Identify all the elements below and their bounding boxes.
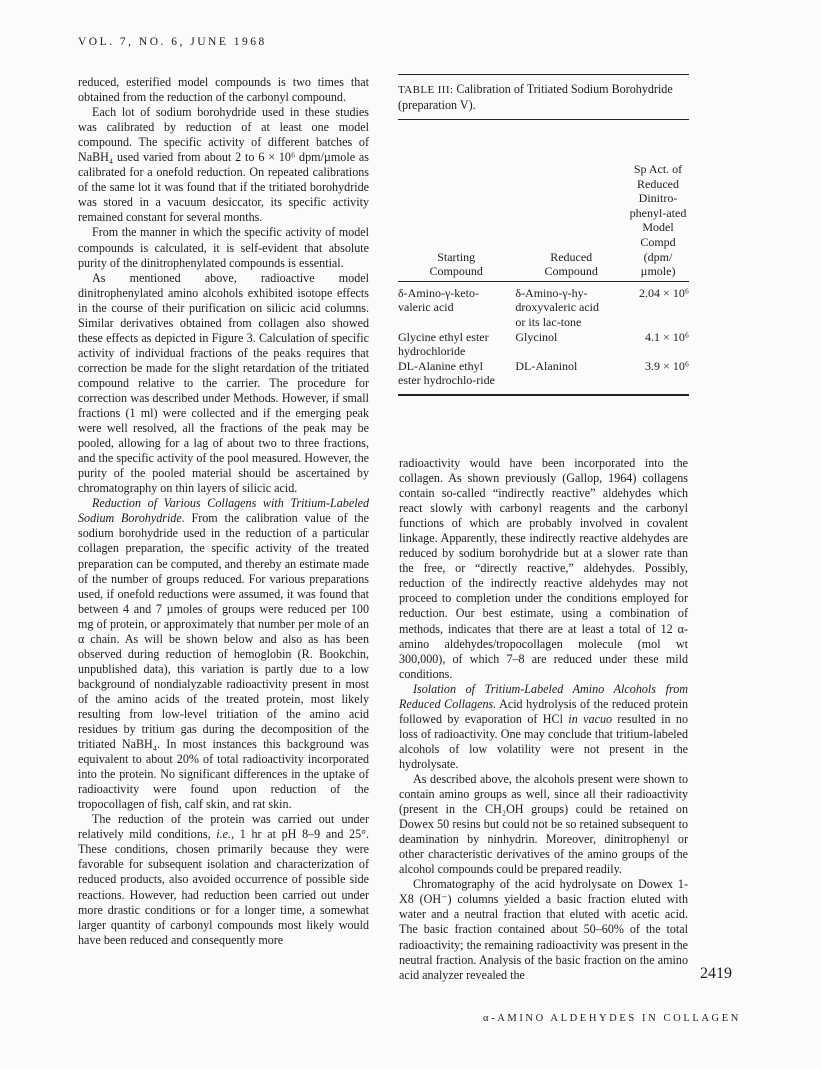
table-cell: 2.04 × 10⁶ bbox=[639, 285, 689, 300]
table-cell: DL-Alanine ethyl ester hydrochlo-ride bbox=[398, 358, 495, 388]
header-specific-activity: Sp Act. of Reduced Dinitro-phenyl-ated Model Compd (dpm/ µmole) bbox=[629, 162, 687, 279]
table-label: TABLE III: bbox=[398, 84, 454, 96]
table-cell: 4.1 × 10⁶ bbox=[645, 329, 689, 344]
left-column bbox=[78, 75, 369, 948]
paragraph: Each lot of sodium borohydride used in these studies was calibrated by reduction of at least one model compound. The specific activity of different batches of NaBH₄ used varied from about 2 to 6 × 10⁶ dpm/µmole as calibrated for a onefold reduction. On repeated calibrations of the same lot it was found that if the tritiated borohydride was stored in a vacuum desiccator, its specific activity remained constant for several months. bbox=[78, 105, 369, 225]
header-reduced-compound: Reduced Compound bbox=[544, 249, 598, 279]
calibration-table bbox=[398, 120, 689, 394]
paragraph-text: Acid hydrolysis of the reduced protein followed by evaporation of HCl bbox=[399, 696, 688, 726]
paragraph-text: The reduction of the protein was carried out under relatively mild conditions, bbox=[78, 812, 369, 842]
table-bottom-rule bbox=[398, 394, 689, 396]
paragraph: radioactivity would have been incorporated into the collagen. As shown previously (Gallop, 1964) collagens contain so-called “indirectly reactive” aldehydes which react slowly with carbonyl reagents and the carbonyl functions of which are probably involved in covalent linkage. Apparently, these indirectly reactive aldehydes are reduced by sodium borohydride but at a slower rate than the free, or “directly reactive,” aldehydes. Possibly, reduction of the indirectly reactive aldehydes may not proceed to completion under the conditions employed for reduction. Our best estimate, using a combination of methods, indicates that there are at least a total of 12 α-amino aldehydes/tropocollagen molecule (mol wt 300,000), of which 7–8 are reduced under these mild conditions. bbox=[399, 456, 688, 681]
paragraph-text: From the calibration value of the sodium borohydride used in the reduction of a particular collagen preparation, the specific activity of the treated preparation can be computed, and thereby an estimate made of the number of groups reduced. For various preparations used, if onefold reductions were assumed, it was found that between 4 and 7 µmoles of groups were reduced per 100 mg of protein, or approximately that number per mole of an α chain. As will be shown below and also as has been observed during reduction of hemoglobin (R. Bookchin, unpublished data), this variation is partly due to a low background of nondialyzable radioactivity present in most of the amino acids of the treated protein, most likely resulting from low-level tritiation of the amino acid residues by tritium gas during the decomposition of the tritiated NaBH₄. In most instances this background was equivalent to about 20% of total radioactivity incorporated into the protein. No significant differences in the uptake of radioactivity were found upon reduction of the tropocollagen of fish, calf skin, and rat skin. bbox=[78, 511, 370, 812]
table-cell: Glycinol bbox=[515, 329, 558, 344]
section-heading: Reduction of Various Collagens with Tritium-Labeled Sodium Borohydride. bbox=[78, 496, 369, 526]
paragraph: As described above, the alcohols present were shown to contain amino groups as well, since all their radioactivity (present in the CH₂OH groups) could be retained on Dowex 50 resins but could not be so retained subsequent to deamination by ninhydrin. Moreover, dinitrophenyl or other characteristic derivatives of the amino groups of the alcohol compounds could be prepared readily. bbox=[399, 771, 688, 877]
table-cell: 3.9 × 10⁶ bbox=[645, 358, 689, 373]
paragraph: Chromatography of the acid hydrolysate on Dowex 1-X8 (OH⁻) columns yielded a basic fraction eluted with water and a neutral fraction that eluted with acetic acid. The basic fraction contained about 50–60% of the total radioactivity; the remaining radioactivity was present in the neutral fraction. Analysis of the basic fraction on the amino acid analyzer revealed the bbox=[399, 877, 688, 982]
paragraph: As mentioned above, radioactive model dinitrophenylated amino alcohols exhibited isotope effects in the course of their purification on silicic acid columns. Similar derivatives obtained from collagen also showed these effects as depicted in Figure 3. Calculation of specific activity of individual fractions of the peaks requires that correction be made for the slight retardation of the tritiated compound relative to the carrier. The procedure for correction was described under Methods. However, if small fractions (1 ml) were collected and if the emerging peak were well resolved, all the fractions of the peak may be pooled, allowing for a lag of about two to three fractions, and the specific activity of the pool measured. However, the purity of the pooled material should be ascertained by chromatography on thin layers of silicic acid. bbox=[78, 270, 369, 496]
table-cell: δ-Amino-γ-hy-droxyvaleric acid or its lac-tone bbox=[515, 285, 600, 329]
paragraph: From the manner in which the specific activity of model compounds is calculated, it is self-evident that absolute purity of the dinitrophenylated compounds is essential. bbox=[78, 225, 369, 270]
paragraph bbox=[78, 496, 369, 812]
section-heading: Isolation of Tritium-Labeled Amino Alcohols from Reduced Collagens. bbox=[399, 681, 688, 711]
paragraph bbox=[399, 682, 688, 772]
paragraph bbox=[78, 812, 369, 947]
table-cell: δ-Amino-γ-keto-valeric acid bbox=[398, 285, 479, 315]
table-cell: DL-Alaninol bbox=[515, 358, 578, 373]
table-caption bbox=[398, 82, 689, 113]
table-row bbox=[398, 330, 689, 359]
page-number: 2419 bbox=[700, 965, 732, 982]
paragraph-text: , 1 hr at pH 8–9 and 25°. These conditions, chosen primarily because they were favorable for subsequent isolation and characterization of reduced products, also avoided occurrence of possible side reactions. However, had reduction been carried out under more drastic conditions or for a longer time, a somewhat larger quantity of carbonyl compounds most likely would have been reduced and consequently more bbox=[78, 827, 369, 947]
running-head: VOL. 7, NO. 6, JUNE 1968 bbox=[78, 36, 267, 48]
table-header-row bbox=[398, 120, 689, 281]
running-foot: α-AMINO ALDEHYDES IN COLLAGEN bbox=[483, 1013, 741, 1024]
paragraph-text: in vacuo bbox=[568, 711, 613, 726]
paragraph-text: i.e. bbox=[216, 827, 232, 842]
right-column bbox=[399, 456, 688, 983]
table-caption-text: Calibration of Tritiated Sodium Borohydride (preparation V). bbox=[398, 82, 673, 112]
paragraph-text: resulted in no loss of radioactivity. One may conclude that tritium-labeled alcohols of low volatility were not present in the hydrolysate. bbox=[399, 711, 688, 771]
table-row bbox=[398, 359, 689, 394]
table-cell: Glycine ethyl ester hydrochloride bbox=[398, 329, 489, 359]
table-row bbox=[398, 281, 689, 329]
header-starting-compound: Starting Compound bbox=[429, 249, 483, 279]
paragraph: reduced, esterified model compounds is two times that obtained from the reduction of the carbonyl compound. bbox=[78, 75, 369, 105]
table-iii bbox=[398, 74, 689, 396]
table-top-rule bbox=[398, 74, 689, 75]
